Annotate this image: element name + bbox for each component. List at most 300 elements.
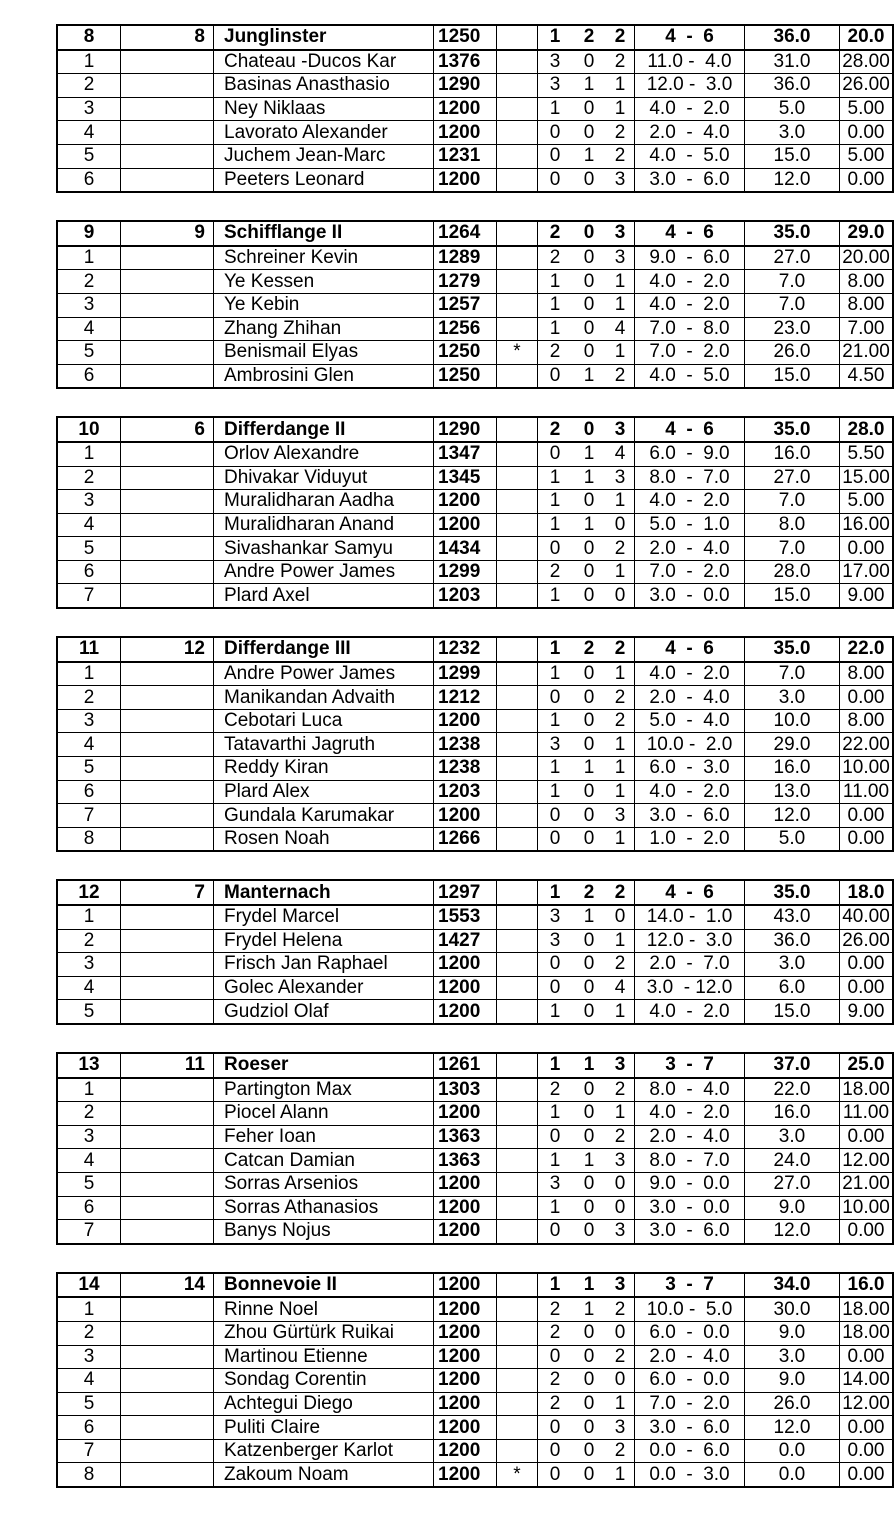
value-cell: 18.0 — [847, 881, 885, 903]
marker-cell — [497, 686, 538, 710]
seed-cell: 12 — [121, 637, 214, 662]
rating-cell: 1200 — [434, 1220, 497, 1244]
losses-cell: 1 — [606, 1463, 635, 1487]
marker-cell — [497, 1392, 538, 1416]
name-cell: Piocel Alann — [214, 1102, 434, 1126]
value-cell: 0.00 — [847, 977, 885, 999]
tiebreak-cell: 12.0 — [745, 1220, 840, 1244]
rating-cell: 1376 — [434, 50, 497, 74]
name-cell: Lavorato Alexander — [214, 121, 434, 145]
draws-cell: 0 — [583, 977, 595, 999]
draws-cell: 1 — [583, 365, 595, 387]
draws-cell: 0 — [583, 1369, 595, 1391]
marker-cell — [497, 50, 538, 74]
value-cell: 0.00 — [847, 168, 885, 190]
rating-cell: 1257 — [434, 293, 497, 317]
tiebreak-cell: 34.0 — [745, 1273, 840, 1298]
player-row — [57, 50, 893, 74]
rating-cell: 1290 — [434, 74, 497, 98]
name-cell: Frydel Marcel — [214, 905, 434, 929]
player-row — [57, 780, 893, 804]
marker-cell — [497, 74, 538, 98]
score-cell: 4 - 6 — [635, 221, 745, 246]
team-header-row — [57, 221, 893, 246]
name-cell: Junglinster — [214, 25, 434, 50]
wins-cell: 1 — [549, 1054, 561, 1076]
seed-cell — [121, 929, 214, 953]
seed-cell — [121, 466, 214, 490]
marker-cell — [497, 584, 538, 608]
player-row — [57, 317, 893, 341]
team-header-row — [57, 1053, 893, 1078]
seed-cell — [121, 709, 214, 733]
rank-cell: 7 — [57, 804, 121, 828]
player-row — [57, 560, 893, 584]
name-cell: Golec Alexander — [214, 976, 434, 1000]
marker-cell — [497, 490, 538, 514]
player-row — [57, 364, 893, 388]
score-cell: 3.0 - 6.0 — [635, 168, 745, 192]
rank-cell: 4 — [57, 1369, 121, 1393]
score-cell: 3.0 - 0.0 — [635, 1196, 745, 1220]
losses-cell: 3 — [606, 1053, 635, 1078]
wins-cell: 1 — [549, 1102, 561, 1124]
draws-cell: 0 — [583, 1220, 595, 1242]
losses-cell: 1 — [606, 827, 635, 851]
marker-cell — [497, 1078, 538, 1102]
wins-cell: 2 — [549, 1298, 561, 1320]
rank-cell: 1 — [57, 1297, 121, 1321]
rank-cell: 8 — [57, 25, 121, 50]
seed-cell: 6 — [121, 417, 214, 442]
rank-cell: 3 — [57, 1345, 121, 1369]
rating-cell: 1238 — [434, 733, 497, 757]
rating-cell: 1200 — [434, 1369, 497, 1393]
name-cell: Cebotari Luca — [214, 709, 434, 733]
value-cell: 5.00 — [847, 490, 885, 512]
rating-cell: 1200 — [434, 804, 497, 828]
losses-cell: 2 — [606, 709, 635, 733]
losses-cell: 2 — [606, 1297, 635, 1321]
rating-cell: 1250 — [434, 25, 497, 50]
wins-cell: 1 — [549, 710, 561, 732]
value-cell: 21.00 — [842, 341, 890, 363]
seed-cell — [121, 293, 214, 317]
player-row — [57, 293, 893, 317]
player-row — [57, 584, 893, 608]
seed-cell — [121, 144, 214, 168]
seed-cell — [121, 1220, 214, 1244]
score-cell: 11.0 - 4.0 — [635, 50, 745, 74]
value-cell: 12.00 — [842, 1149, 890, 1171]
tiebreak-cell: 7.0 — [745, 293, 840, 317]
player-row — [57, 709, 893, 733]
value-cell: 9.00 — [847, 1000, 885, 1022]
rank-cell: 1 — [57, 50, 121, 74]
value-cell: 29.0 — [847, 222, 885, 244]
score-cell: 6.0 - 0.0 — [635, 1321, 745, 1345]
score-cell: 3 - 7 — [635, 1273, 745, 1298]
wins-cell: 0 — [549, 443, 561, 465]
tiebreak-cell: 24.0 — [745, 1149, 840, 1173]
seed-cell — [121, 1392, 214, 1416]
rating-cell: 1238 — [434, 757, 497, 781]
wins-cell: 1 — [549, 881, 561, 903]
player-row — [57, 341, 893, 365]
tiebreak-cell: 16.0 — [745, 1102, 840, 1126]
marker-cell — [497, 637, 538, 662]
rank-cell: 5 — [57, 144, 121, 168]
score-cell: 4.0 - 2.0 — [635, 662, 745, 686]
marker-cell — [497, 293, 538, 317]
marker-cell — [497, 1220, 538, 1244]
rating-cell: 1200 — [434, 1321, 497, 1345]
tiebreak-cell: 30.0 — [745, 1297, 840, 1321]
score-cell: 6.0 - 9.0 — [635, 442, 745, 466]
losses-cell: 3 — [606, 246, 635, 270]
losses-cell: 3 — [606, 221, 635, 246]
wins-cell: 1 — [549, 584, 561, 606]
rating-cell: 1261 — [434, 1053, 497, 1078]
draws-cell: 1 — [583, 757, 595, 779]
value-cell: 9.00 — [847, 584, 885, 606]
seed-cell — [121, 168, 214, 192]
value-cell: 0.00 — [847, 1345, 885, 1367]
name-cell: Juchem Jean-Marc — [214, 144, 434, 168]
marker-cell — [497, 757, 538, 781]
tiebreak-cell: 5.0 — [745, 827, 840, 851]
rating-cell: 1297 — [434, 880, 497, 905]
score-cell: 0.0 - 3.0 — [635, 1463, 745, 1487]
draws-cell: 0 — [583, 1126, 595, 1148]
name-cell: Rosen Noah — [214, 827, 434, 851]
score-cell: 7.0 - 2.0 — [635, 1392, 745, 1416]
rank-cell: 8 — [57, 1463, 121, 1487]
score-cell: 2.0 - 4.0 — [635, 537, 745, 561]
team-header-row — [57, 1273, 893, 1298]
losses-cell: 2 — [606, 1125, 635, 1149]
player-row — [57, 929, 893, 953]
team-header-row — [57, 880, 893, 905]
draws-cell: 0 — [583, 584, 595, 606]
team-results-list — [56, 24, 894, 1515]
marker-cell — [497, 1345, 538, 1369]
rank-cell: 2 — [57, 1102, 121, 1126]
name-cell: Achtegui Diego — [214, 1392, 434, 1416]
losses-cell: 0 — [606, 905, 635, 929]
score-cell: 3.0 - 12.0 — [635, 976, 745, 1000]
rating-cell: 1200 — [434, 1000, 497, 1024]
score-cell: 6.0 - 3.0 — [635, 757, 745, 781]
value-cell: 8.00 — [847, 294, 885, 316]
player-row — [57, 513, 893, 537]
seed-cell — [121, 341, 214, 365]
rating-cell: 1200 — [434, 1392, 497, 1416]
score-cell: 2.0 - 7.0 — [635, 953, 745, 977]
seed-cell — [121, 442, 214, 466]
marker-cell — [497, 364, 538, 388]
name-cell: Schifflange II — [214, 221, 434, 246]
rank-cell: 2 — [57, 466, 121, 490]
score-cell: 2.0 - 4.0 — [635, 1125, 745, 1149]
losses-cell: 2 — [606, 880, 635, 905]
losses-cell: 2 — [606, 50, 635, 74]
name-cell: Ye Kessen — [214, 270, 434, 294]
marker-cell — [497, 466, 538, 490]
tiebreak-cell: 35.0 — [745, 221, 840, 246]
tiebreak-cell: 3.0 — [745, 121, 840, 145]
losses-cell: 1 — [606, 757, 635, 781]
player-row — [57, 953, 893, 977]
seed-cell — [121, 74, 214, 98]
rank-cell: 4 — [57, 1149, 121, 1173]
rank-cell: 6 — [57, 364, 121, 388]
marker-cell: * — [497, 1463, 538, 1487]
name-cell: Reddy Kiran — [214, 757, 434, 781]
name-cell: Partington Max — [214, 1078, 434, 1102]
rank-cell: 11 — [57, 637, 121, 662]
marker-cell — [497, 25, 538, 50]
name-cell: Andre Power James — [214, 662, 434, 686]
seed-cell — [121, 1369, 214, 1393]
marker-cell — [497, 270, 538, 294]
tiebreak-cell: 6.0 — [745, 976, 840, 1000]
player-row — [57, 1196, 893, 1220]
name-cell: Sorras Arsenios — [214, 1172, 434, 1196]
name-cell: Frisch Jan Raphael — [214, 953, 434, 977]
losses-cell: 2 — [606, 121, 635, 145]
score-cell: 3 - 7 — [635, 1053, 745, 1078]
name-cell: Rinne Noel — [214, 1297, 434, 1321]
rating-cell: 1303 — [434, 1078, 497, 1102]
losses-cell: 1 — [606, 1102, 635, 1126]
tiebreak-cell: 7.0 — [745, 270, 840, 294]
rank-cell: 2 — [57, 686, 121, 710]
wins-cell: 2 — [549, 341, 561, 363]
rating-cell: 1200 — [434, 1196, 497, 1220]
wins-cell: 0 — [549, 953, 561, 975]
draws-cell: 0 — [583, 1440, 595, 1462]
name-cell: Ney Niklaas — [214, 97, 434, 121]
losses-cell: 0 — [606, 1369, 635, 1393]
score-cell: 12.0 - 3.0 — [635, 929, 745, 953]
rank-cell: 6 — [57, 780, 121, 804]
score-cell: 8.0 - 7.0 — [635, 466, 745, 490]
name-cell: Katzenberger Karlot — [214, 1439, 434, 1463]
rank-cell: 6 — [57, 560, 121, 584]
rating-cell: 1279 — [434, 270, 497, 294]
marker-cell — [497, 442, 538, 466]
draws-cell: 0 — [583, 1416, 595, 1438]
team-header-row — [57, 25, 893, 50]
score-cell: 12.0 - 3.0 — [635, 74, 745, 98]
marker-cell — [497, 662, 538, 686]
player-row — [57, 1321, 893, 1345]
draws-cell: 0 — [583, 98, 595, 120]
score-cell: 0.0 - 6.0 — [635, 1439, 745, 1463]
marker-cell — [497, 537, 538, 561]
name-cell: Feher Ioan — [214, 1125, 434, 1149]
rating-cell: 1299 — [434, 560, 497, 584]
score-cell: 4.0 - 5.0 — [635, 144, 745, 168]
wins-cell: 0 — [549, 145, 561, 167]
wins-cell: 0 — [549, 537, 561, 559]
wins-cell: 0 — [549, 1416, 561, 1438]
tiebreak-cell: 7.0 — [745, 537, 840, 561]
player-row — [57, 121, 893, 145]
wins-cell: 0 — [549, 1345, 561, 1367]
tiebreak-cell: 15.0 — [745, 1000, 840, 1024]
name-cell: Frydel Helena — [214, 929, 434, 953]
draws-cell: 0 — [583, 1196, 595, 1218]
losses-cell: 1 — [606, 341, 635, 365]
tiebreak-cell: 8.0 — [745, 513, 840, 537]
score-cell: 8.0 - 7.0 — [635, 1149, 745, 1173]
rank-cell: 2 — [57, 929, 121, 953]
draws-cell: 0 — [583, 418, 595, 440]
rank-cell: 5 — [57, 1172, 121, 1196]
draws-cell: 0 — [583, 1322, 595, 1344]
wins-cell: 0 — [549, 686, 561, 708]
seed-cell — [121, 1321, 214, 1345]
player-row — [57, 270, 893, 294]
rating-cell: 1200 — [434, 490, 497, 514]
score-cell: 7.0 - 2.0 — [635, 560, 745, 584]
seed-cell: 9 — [121, 221, 214, 246]
losses-cell: 1 — [606, 293, 635, 317]
tiebreak-cell: 0.0 — [745, 1463, 840, 1487]
seed-cell — [121, 804, 214, 828]
rank-cell: 5 — [57, 341, 121, 365]
wins-cell: 3 — [549, 50, 561, 72]
player-row — [57, 246, 893, 270]
value-cell: 10.00 — [842, 757, 890, 779]
seed-cell — [121, 662, 214, 686]
value-cell: 0.00 — [847, 1220, 885, 1242]
wins-cell: 0 — [549, 1126, 561, 1148]
marker-cell — [497, 827, 538, 851]
rating-cell: 1232 — [434, 637, 497, 662]
name-cell: Muralidharan Aadha — [214, 490, 434, 514]
seed-cell — [121, 121, 214, 145]
marker-cell — [497, 144, 538, 168]
draws-cell: 1 — [583, 513, 595, 535]
rank-cell: 4 — [57, 513, 121, 537]
draws-cell: 1 — [583, 145, 595, 167]
player-row — [57, 1392, 893, 1416]
rating-cell: 1200 — [434, 513, 497, 537]
team-table — [56, 416, 894, 609]
player-row — [57, 1125, 893, 1149]
wins-cell: 0 — [549, 121, 561, 143]
rank-cell: 3 — [57, 709, 121, 733]
value-cell: 15.00 — [842, 466, 890, 488]
player-row — [57, 827, 893, 851]
name-cell: Zhou Gürtürk Ruikai — [214, 1321, 434, 1345]
rank-cell: 3 — [57, 97, 121, 121]
losses-cell: 4 — [606, 317, 635, 341]
score-cell: 6.0 - 0.0 — [635, 1369, 745, 1393]
draws-cell: 1 — [583, 443, 595, 465]
draws-cell: 1 — [583, 906, 595, 928]
rating-cell: 1427 — [434, 929, 497, 953]
name-cell: Plard Alex — [214, 780, 434, 804]
name-cell: Roeser — [214, 1053, 434, 1078]
score-cell: 10.0 - 5.0 — [635, 1297, 745, 1321]
draws-cell: 0 — [583, 710, 595, 732]
score-cell: 4.0 - 2.0 — [635, 780, 745, 804]
draws-cell: 1 — [583, 74, 595, 96]
score-cell: 4.0 - 2.0 — [635, 97, 745, 121]
tiebreak-cell: 28.0 — [745, 560, 840, 584]
tiebreak-cell: 35.0 — [745, 637, 840, 662]
tiebreak-cell: 3.0 — [745, 686, 840, 710]
tiebreak-cell: 3.0 — [745, 1345, 840, 1369]
seed-cell — [121, 1172, 214, 1196]
player-row — [57, 1172, 893, 1196]
tiebreak-cell: 15.0 — [745, 364, 840, 388]
score-cell: 10.0 - 2.0 — [635, 733, 745, 757]
losses-cell: 4 — [606, 442, 635, 466]
draws-cell: 0 — [583, 929, 595, 951]
name-cell: Orlov Alexandre — [214, 442, 434, 466]
tiebreak-cell: 9.0 — [745, 1196, 840, 1220]
losses-cell: 2 — [606, 25, 635, 50]
seed-cell — [121, 1416, 214, 1440]
rating-cell: 1553 — [434, 905, 497, 929]
draws-cell: 0 — [583, 341, 595, 363]
rating-cell: 1200 — [434, 1416, 497, 1440]
player-row — [57, 1149, 893, 1173]
rating-cell: 1200 — [434, 121, 497, 145]
value-cell: 7.00 — [847, 317, 885, 339]
score-cell: 9.0 - 6.0 — [635, 246, 745, 270]
wins-cell: 2 — [549, 222, 561, 244]
name-cell: Peeters Leonard — [214, 168, 434, 192]
losses-cell: 3 — [606, 417, 635, 442]
tiebreak-cell: 36.0 — [745, 74, 840, 98]
marker-cell — [497, 97, 538, 121]
value-cell: 10.00 — [842, 1196, 890, 1218]
wins-cell: 1 — [549, 662, 561, 684]
player-row — [57, 97, 893, 121]
name-cell: Manternach — [214, 880, 434, 905]
score-cell: 4 - 6 — [635, 880, 745, 905]
draws-cell: 1 — [583, 1298, 595, 1320]
rating-cell: 1200 — [434, 1102, 497, 1126]
draws-cell: 0 — [583, 121, 595, 143]
score-cell: 4.0 - 2.0 — [635, 293, 745, 317]
losses-cell: 2 — [606, 364, 635, 388]
rating-cell: 1200 — [434, 1172, 497, 1196]
draws-cell: 0 — [583, 222, 595, 244]
score-cell: 1.0 - 2.0 — [635, 827, 745, 851]
value-cell: 25.0 — [847, 1054, 885, 1076]
tiebreak-cell: 36.0 — [745, 929, 840, 953]
team-table — [56, 1052, 894, 1245]
rank-cell: 3 — [57, 1125, 121, 1149]
rank-cell: 4 — [57, 733, 121, 757]
wins-cell: 3 — [549, 929, 561, 951]
tiebreak-cell: 9.0 — [745, 1321, 840, 1345]
marker-cell — [497, 1196, 538, 1220]
draws-cell: 2 — [583, 26, 595, 48]
value-cell: 28.0 — [847, 418, 885, 440]
marker-cell — [497, 317, 538, 341]
player-row — [57, 804, 893, 828]
wins-cell: 0 — [549, 804, 561, 826]
rating-cell: 1289 — [434, 246, 497, 270]
